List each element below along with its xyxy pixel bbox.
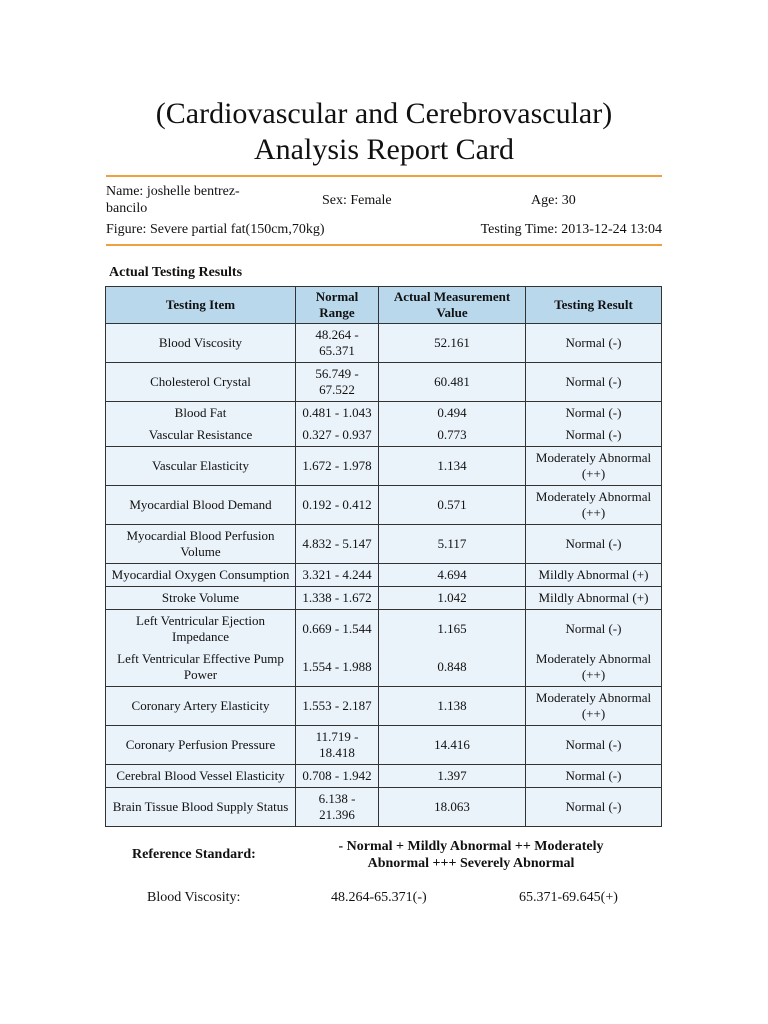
cell-testing-item: Blood Fat xyxy=(106,402,296,425)
table-row xyxy=(106,363,662,402)
reference-legend: - Normal + Mildly Abnormal ++ Moderately Abnormal +++ Severely Abnormal xyxy=(338,839,604,871)
cell-testing-item: Stroke Volume xyxy=(106,587,296,610)
header-testing-result: Testing Result xyxy=(526,287,662,324)
table-row xyxy=(106,765,662,788)
cell-actual-value: 1.134 xyxy=(379,447,526,486)
blood-viscosity-label: Blood Viscosity: xyxy=(147,890,241,905)
cell-actual-value: 52.161 xyxy=(379,324,526,363)
top-divider xyxy=(106,175,662,177)
cell-actual-value: 0.571 xyxy=(379,486,526,525)
cell-testing-result: Normal (-) xyxy=(526,765,662,788)
results-table xyxy=(105,286,662,827)
cell-actual-value: 1.397 xyxy=(379,765,526,788)
cell-actual-value: 4.694 xyxy=(379,564,526,587)
testing-time: Testing Time: 2013-12-24 13:04 xyxy=(480,222,662,237)
bottom-divider xyxy=(106,244,662,246)
cell-normal-range: 6.138 - 21.396 xyxy=(296,788,379,827)
section-title: Actual Testing Results xyxy=(109,265,243,280)
blood-viscosity-normal: 48.264-65.371(-) xyxy=(331,890,427,905)
header-testing-item: Testing Item xyxy=(106,287,296,324)
cell-testing-result: Normal (-) xyxy=(526,402,662,425)
cell-testing-result: Moderately Abnormal (++) xyxy=(526,648,662,687)
cell-testing-result: Mildly Abnormal (+) xyxy=(526,587,662,610)
title-line-1: (Cardiovascular and Cerebrovascular) xyxy=(155,97,613,130)
blood-viscosity-mild: 65.371-69.645(+) xyxy=(519,890,618,905)
cell-testing-result: Normal (-) xyxy=(526,726,662,765)
cell-testing-item: Myocardial Oxygen Consumption xyxy=(106,564,296,587)
cell-actual-value: 14.416 xyxy=(379,726,526,765)
patient-age: Age: 30 xyxy=(531,193,576,208)
cell-normal-range: 1.338 - 1.672 xyxy=(296,587,379,610)
cell-testing-result: Mildly Abnormal (+) xyxy=(526,564,662,587)
table-row xyxy=(106,610,662,649)
cell-testing-result: Normal (-) xyxy=(526,363,662,402)
cell-testing-item: Left Ventricular Ejection Impedance xyxy=(106,610,296,649)
cell-normal-range: 56.749 - 67.522 xyxy=(296,363,379,402)
cell-testing-item: Brain Tissue Blood Supply Status xyxy=(106,788,296,827)
table-row xyxy=(106,324,662,363)
table-row xyxy=(106,447,662,486)
cell-normal-range: 1.553 - 2.187 xyxy=(296,687,379,726)
cell-testing-item: Vascular Elasticity xyxy=(106,447,296,486)
cell-actual-value: 5.117 xyxy=(379,525,526,564)
cell-normal-range: 3.321 - 4.244 xyxy=(296,564,379,587)
cell-actual-value: 0.848 xyxy=(379,648,526,687)
table-row xyxy=(106,564,662,587)
cell-normal-range: 1.672 - 1.978 xyxy=(296,447,379,486)
cell-testing-item: Myocardial Blood Perfusion Volume xyxy=(106,525,296,564)
table-row xyxy=(106,424,662,447)
cell-normal-range: 1.554 - 1.988 xyxy=(296,648,379,687)
cell-normal-range: 0.481 - 1.043 xyxy=(296,402,379,425)
cell-actual-value: 0.494 xyxy=(379,402,526,425)
cell-testing-item: Cholesterol Crystal xyxy=(106,363,296,402)
cell-testing-item: Blood Viscosity xyxy=(106,324,296,363)
cell-actual-value: 1.165 xyxy=(379,610,526,649)
cell-normal-range: 4.832 - 5.147 xyxy=(296,525,379,564)
cell-normal-range: 0.192 - 0.412 xyxy=(296,486,379,525)
cell-testing-result: Normal (-) xyxy=(526,525,662,564)
patient-name: Name: joshelle bentrez-bancilo xyxy=(106,184,240,216)
table-row xyxy=(106,402,662,425)
header-normal-range: Normal Range xyxy=(296,287,379,324)
cell-testing-result: Moderately Abnormal (++) xyxy=(526,687,662,726)
cell-actual-value: 0.773 xyxy=(379,424,526,447)
table-row xyxy=(106,788,662,827)
cell-normal-range: 0.669 - 1.544 xyxy=(296,610,379,649)
cell-normal-range: 11.719 - 18.418 xyxy=(296,726,379,765)
patient-sex: Sex: Female xyxy=(322,193,392,208)
cell-actual-value: 60.481 xyxy=(379,363,526,402)
cell-testing-result: Normal (-) xyxy=(526,324,662,363)
table-row xyxy=(106,525,662,564)
cell-testing-item: Coronary Artery Elasticity xyxy=(106,687,296,726)
cell-testing-item: Vascular Resistance xyxy=(106,424,296,447)
cell-normal-range: 0.708 - 1.942 xyxy=(296,765,379,788)
cell-testing-result: Normal (-) xyxy=(526,788,662,827)
reference-label: Reference Standard: xyxy=(132,847,256,862)
cell-testing-item: Coronary Perfusion Pressure xyxy=(106,726,296,765)
cell-testing-result: Moderately Abnormal (++) xyxy=(526,447,662,486)
cell-actual-value: 1.042 xyxy=(379,587,526,610)
cell-testing-item: Cerebral Blood Vessel Elasticity xyxy=(106,765,296,788)
cell-testing-result: Normal (-) xyxy=(526,424,662,447)
table-row xyxy=(106,687,662,726)
title-line-2: Analysis Report Card xyxy=(254,133,514,166)
cell-testing-result: Moderately Abnormal (++) xyxy=(526,486,662,525)
cell-testing-result: Normal (-) xyxy=(526,610,662,649)
cell-normal-range: 48.264 - 65.371 xyxy=(296,324,379,363)
cell-actual-value: 18.063 xyxy=(379,788,526,827)
table-row xyxy=(106,587,662,610)
header-actual-value: Actual Measurement Value xyxy=(379,287,526,324)
cell-testing-item: Myocardial Blood Demand xyxy=(106,486,296,525)
cell-normal-range: 0.327 - 0.937 xyxy=(296,424,379,447)
patient-figure: Figure: Severe partial fat(150cm,70kg) xyxy=(106,222,325,237)
table-row xyxy=(106,648,662,687)
cell-actual-value: 1.138 xyxy=(379,687,526,726)
report-title xyxy=(0,96,768,168)
table-row xyxy=(106,486,662,525)
cell-testing-item: Left Ventricular Effective Pump Power xyxy=(106,648,296,687)
table-row xyxy=(106,726,662,765)
